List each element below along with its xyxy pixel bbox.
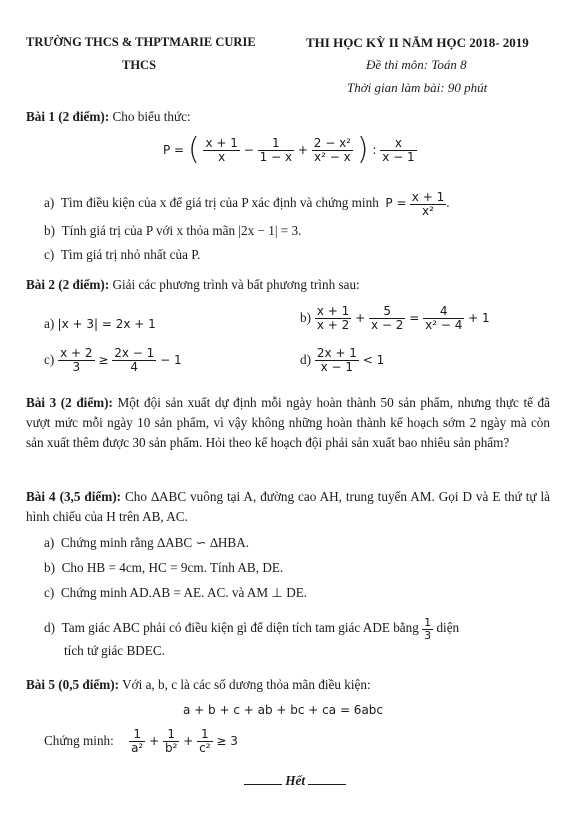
bai4-paragraph	[26, 487, 550, 527]
bai3-title: Bài 3 (2 điểm):	[26, 395, 113, 410]
bai4-part-d-cont: tích tứ giác BDEC.	[64, 643, 165, 658]
bai2-part-b	[300, 305, 490, 331]
formula-term-3: $\frac{\text{2 − x²}}{\text{x² − x}}$	[313, 135, 351, 164]
bai5-frac-a: $\frac{1}{\text{a²}}$	[131, 727, 144, 755]
exam-duration: Thời gian làm bài: 90 phút	[347, 80, 488, 95]
bai1-formula	[163, 132, 417, 167]
c-frac-2: $\frac{2x - 1}{4}$	[114, 346, 155, 374]
bai1-intro: Cho biểu thức:	[112, 109, 191, 124]
part-label: b)	[44, 223, 55, 238]
bai1-heading	[26, 109, 191, 125]
part-label: d)	[300, 352, 311, 368]
bai4-part-c	[44, 585, 307, 601]
a-fraction: $\frac{x + 1}{\text{x²}}$	[411, 190, 445, 218]
bai1-part-a	[44, 191, 450, 217]
part-text: Chứng minh AD.AB = AE. AC. và AM ⊥ DE.	[60, 585, 308, 600]
footer-end	[244, 773, 346, 789]
bai1-part-b	[44, 223, 301, 239]
bai5-tail: ≥ 3	[216, 734, 238, 749]
bai1-part-c	[44, 247, 200, 263]
bai4-part-b	[44, 560, 283, 576]
bai5-heading	[26, 677, 371, 693]
school-level: THCS	[122, 58, 157, 72]
bai5-plus: +	[183, 734, 194, 749]
exam-subject: Đề thi môn: Toán 8	[366, 57, 467, 72]
a-p-equals: P =	[385, 196, 407, 211]
part-label: a)	[44, 535, 55, 550]
part-text: Chứng minh rằng ∆ABC ∽ ∆HBA.	[60, 535, 250, 550]
bai2-title: Bài 2 (2 điểm):	[26, 277, 110, 292]
bai5-plus: +	[149, 734, 160, 749]
bai4-text: Cho ∆ABC vuông tại A, đường cao AH, trung tuyến AM. Gọi D và E thứ tự là hình chiếu của H trên AB, AC.	[26, 489, 551, 524]
part-label: a)	[44, 316, 55, 331]
bai2-intro: Giải các phương trình và bất phương trình sau:	[112, 277, 360, 292]
bai3-text: Một đội sản xuất dự định mỗi ngày hoàn thành 50 sản phẩm, nhưng thực tế đã vượt mức mỗi ngày 10 sản phẩm, vì vậy không những hoàn thành kế hoạch sớm 2 ngày mà còn sản xuất thêm được 30 sản phẩm. Hỏi theo kế hoạch đội phải sản xuất bao nhiêu sản phẩm?	[26, 395, 550, 450]
bai5-frac-c: $\frac{1}{\text{c²}}$	[199, 727, 211, 755]
bai2-heading	[26, 277, 360, 293]
part-label: c)	[44, 352, 55, 368]
end-line-right	[308, 784, 346, 785]
bai2-part-d	[300, 347, 384, 373]
part-text: Cho HB = 4cm, HC = 9cm. Tính AB, DE.	[61, 560, 284, 575]
bai5-proof	[44, 728, 238, 754]
formula-lhs: P =	[163, 143, 185, 157]
bai4-title: Bài 4 (3,5 điểm):	[26, 489, 122, 504]
bai4-part-a	[44, 535, 249, 551]
part-text-end: diện	[436, 620, 460, 636]
a-dot: .	[446, 195, 450, 211]
d-tail: < 1	[362, 353, 385, 368]
part-label: b)	[300, 310, 311, 326]
c-op: ≥	[98, 353, 109, 368]
formula-term-4: $\frac{x}{x - 1}$	[382, 135, 415, 164]
formula-op: −	[243, 143, 254, 157]
bai5-condition: a + b + c + ab + bc + ca = 6abc	[183, 703, 384, 717]
exam-title: THI HỌC KỲ II NĂM HỌC 2018- 2019	[306, 35, 529, 50]
formula-colon: :	[372, 143, 377, 157]
bai3-paragraph	[26, 393, 550, 453]
d-one-third: $\frac{1}{3}$	[424, 616, 432, 642]
part-label: c)	[44, 247, 55, 262]
part-label: c)	[44, 585, 55, 600]
end-text: Hết	[285, 773, 306, 788]
bai5-intro: Với a, b, c là các số dương thỏa mãn điều kiện:	[122, 677, 371, 692]
part-label: a)	[44, 195, 55, 211]
bai2-part-c	[44, 347, 182, 373]
bai5-frac-b: $\frac{1}{\text{b²}}$	[164, 727, 178, 755]
b-frac-3: $\frac{4}{\text{x² − 4}}$	[425, 304, 463, 332]
end-line-left	[244, 784, 282, 785]
prove-label: Chứng minh:	[44, 733, 114, 749]
paren-open: (	[187, 132, 200, 167]
b-frac-2: $\frac{5}{x - 2}$	[370, 304, 404, 332]
part-text: Tính giá trị của P với x thỏa mãn |2x − 1| = 3.	[61, 223, 302, 238]
bai4-part-d	[44, 617, 459, 641]
part-text: |x + 3| = 2x + 1	[57, 317, 156, 331]
part-text: Tìm điều kiện của x để giá trị của P xác định và chứng minh	[60, 195, 379, 211]
part-text: Tam giác ABC phải có điều kiện gì để diện tích tam giác ADE bằng	[61, 620, 419, 636]
formula-term-1: $\frac{x + 1}{x}$	[205, 135, 238, 164]
b-op: +	[355, 311, 366, 326]
c-frac-1: $\frac{x + 2}{3}$	[60, 346, 93, 374]
b-tail: + 1	[468, 311, 490, 326]
b-eq: =	[409, 311, 420, 326]
formula-op: +	[297, 143, 308, 157]
bai2-part-a	[44, 316, 156, 332]
paren-close: )	[356, 132, 369, 167]
bai1-title: Bài 1 (2 điểm):	[26, 109, 110, 124]
school-name: TRƯỜNG THCS & THPTMARIE CURIE	[26, 35, 256, 49]
b-frac-1: $\frac{x + 1}{x + 2}$	[316, 304, 350, 332]
part-label: b)	[44, 560, 55, 575]
bai5-title: Bài 5 (0,5 điểm):	[26, 677, 120, 692]
part-text: Tìm giá trị nhỏ nhất của P.	[60, 247, 201, 262]
part-label: d)	[44, 620, 55, 636]
d-frac: $\frac{2x + 1}{x - 1}$	[316, 346, 357, 374]
formula-term-2: $\frac{1}{1 - x}$	[259, 135, 293, 164]
c-tail: − 1	[160, 353, 182, 368]
